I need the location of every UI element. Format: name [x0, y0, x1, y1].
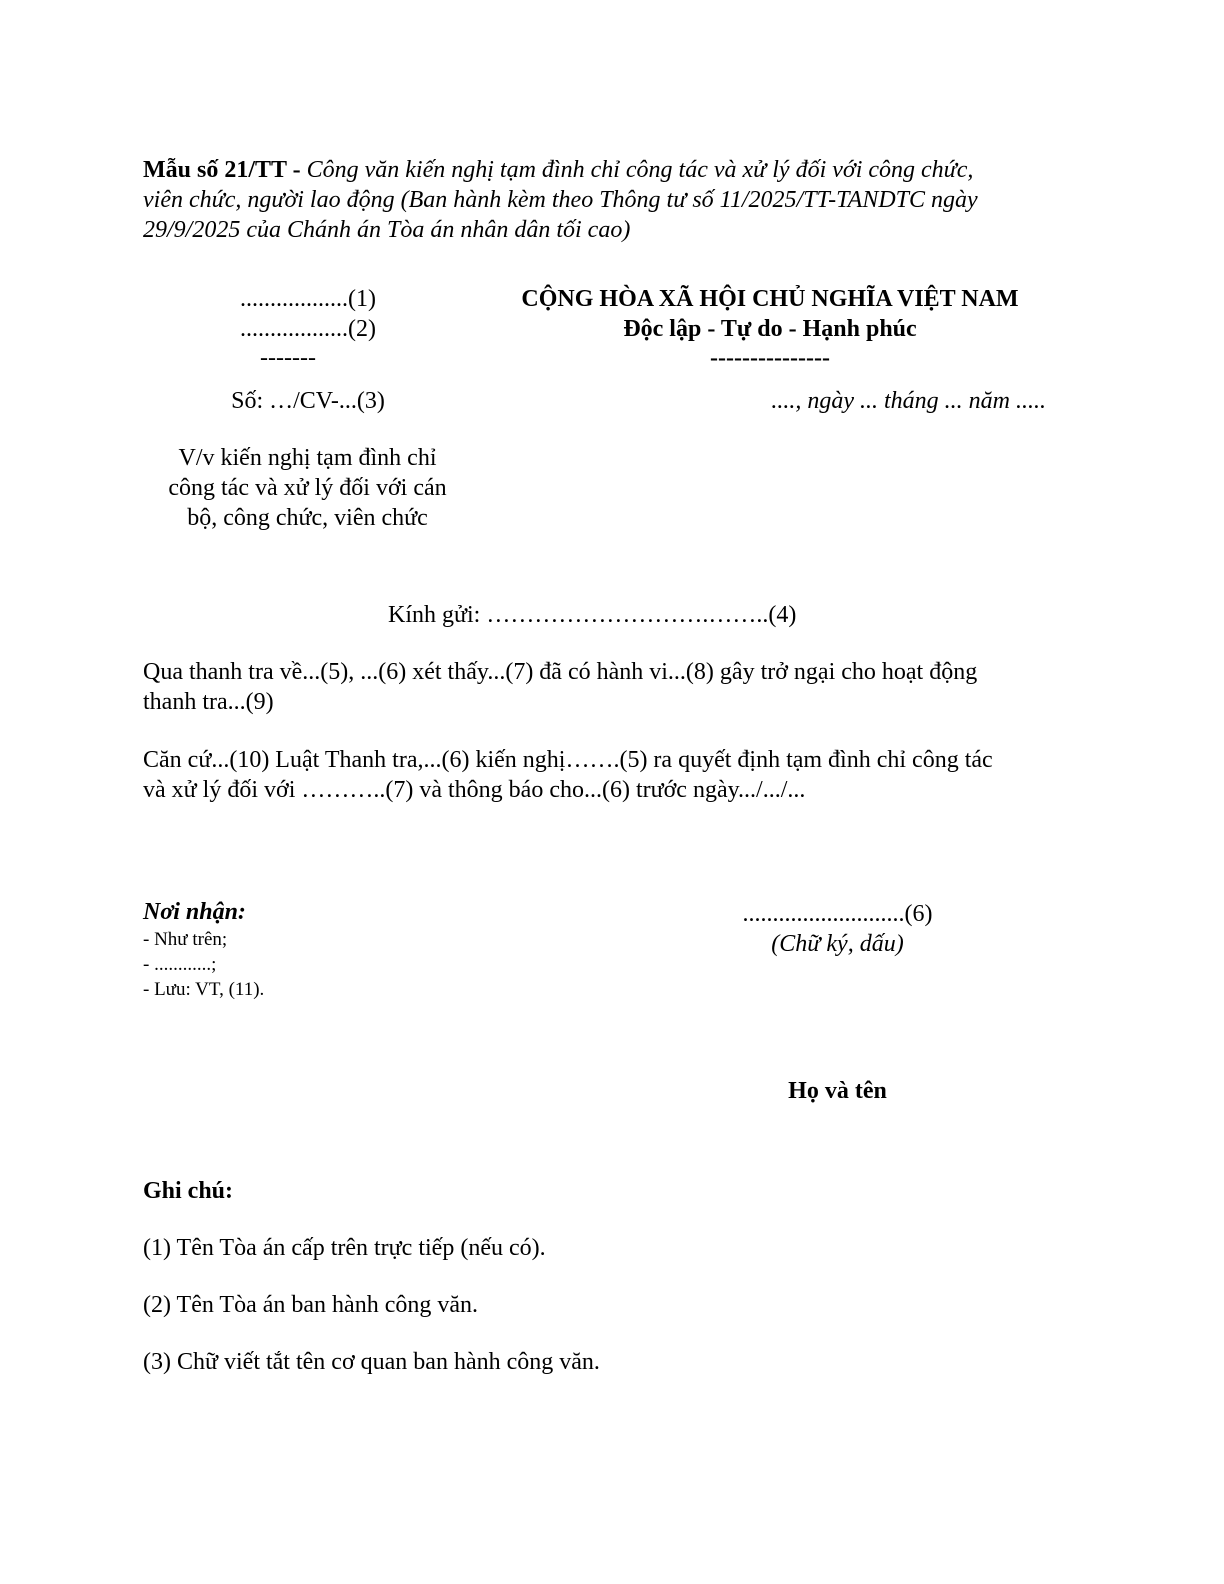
body-paragraph-1-line-2: thanh tra...(9): [143, 689, 274, 715]
document-date: ...., ngày ... tháng ... năm .....: [771, 388, 1046, 414]
agency-line-2: ..................(2): [240, 316, 376, 342]
signature-caption: (Chữ ký, dấu): [771, 931, 904, 957]
national-divider: ---------------: [710, 345, 830, 371]
recipients-title: Nơi nhận:: [143, 899, 246, 925]
form-title-line-2: viên chức, người lao động (Ban hành kèm theo Thông tư số 11/2025/TT-TANDTC ngày: [143, 187, 978, 213]
body-paragraph-2-line-1: Căn cứ...(10) Luật Thanh tra,...(6) kiến nghị…….(5) ra quyết định tạm đình chỉ công tác: [143, 747, 993, 773]
notes-title: Ghi chú:: [143, 1178, 234, 1204]
agency-line-1: ..................(1): [240, 286, 376, 312]
agency-divider: -------: [260, 345, 316, 371]
note-1: (1) Tên Tòa án cấp trên trực tiếp (nếu có).: [143, 1235, 546, 1261]
national-title: CỘNG HÒA XÃ HỘI CHỦ NGHĨA VIỆT NAM: [521, 286, 1019, 312]
note-3: (3) Chữ viết tắt tên cơ quan ban hành công văn.: [143, 1349, 600, 1375]
signature-line: ...........................(6): [742, 901, 933, 927]
national-motto: Độc lập - Tự do - Hạnh phúc: [623, 316, 917, 342]
form-title-line-1: [143, 155, 973, 185]
body-paragraph-2-line-2: và xử lý đối với ………..(7) và thông báo cho...(6) trước ngày.../.../...: [143, 777, 806, 803]
body-paragraph-1-line-1: Qua thanh tra về...(5), ...(6) xét thấy...(7) đã có hành vi...(8) gây trở ngại cho hoạt động: [143, 659, 978, 685]
form-title-line-3: 29/9/2025 của Chánh án Tòa án nhân dân tối cao): [143, 217, 631, 243]
signer-name: Họ và tên: [788, 1078, 887, 1104]
document-number: Số: …/CV-...(3): [231, 388, 385, 414]
recipients-item-1: - Như trên;: [143, 929, 228, 950]
recipients-item-3: - Lưu: VT, (11).: [143, 979, 265, 1000]
form-number: Mẫu số 21/TT -: [143, 157, 307, 183]
subject-line-1: V/v kiến nghị tạm đình chỉ: [178, 445, 437, 471]
recipients-item-2: - ............;: [143, 954, 217, 975]
note-2: (2) Tên Tòa án ban hành công văn.: [143, 1292, 479, 1318]
form-title-text: Công văn kiến nghị tạm đình chỉ công tác và xử lý đối với công chức,: [306, 157, 974, 183]
recipient-line: Kính gửi: ……………………….……..(4): [388, 602, 797, 628]
subject-line-2: công tác và xử lý đối với cán: [168, 475, 447, 501]
subject-line-3: bộ, công chức, viên chức: [187, 505, 428, 531]
